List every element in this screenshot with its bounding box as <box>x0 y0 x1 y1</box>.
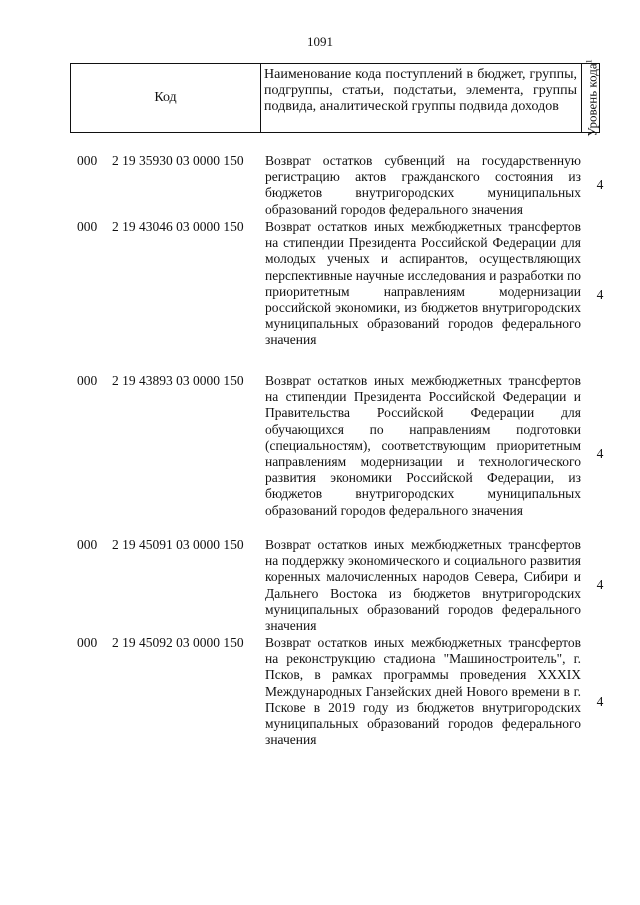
row-admin-code: 000 <box>77 373 98 388</box>
row-admin-code: 000 <box>77 153 98 168</box>
row-admin-code: 000 <box>77 219 98 234</box>
row-revenue-code: 2 19 35930 03 0000 150 <box>112 153 244 168</box>
row-name: Возврат остатков субвенций на государственную регистрацию актов гражданского состояния из бюджетов внутригородских муниципальных образований городов федерального значения <box>265 153 581 217</box>
row-name: Возврат остатков иных межбюджетных трансфертов на стипендии Президента Российской Федерации для молодых ученых и аспирантов, осуществляющих перспективные научные исследования и разработки по приоритетным направлениям модернизации российской экономики, из бюджетов внутригородских муниципальных образований городов федерального значения <box>265 219 581 348</box>
header-level-text: Уровень кода <box>584 63 600 137</box>
row-level: 4 <box>596 694 604 709</box>
row-revenue-code: 2 19 45092 03 0000 150 <box>112 635 244 650</box>
row-level: 4 <box>596 446 604 461</box>
header-name: Наименование кода поступлений в бюджет, группы, подгруппы, статьи, подстатьи, элемента, группы подвида, аналитической группы подвида доходов <box>264 67 577 114</box>
row-name: Возврат остатков иных межбюджетных трансфертов на реконструкцию стадиона "Машиностроитель", г. Псков, в рамках программы проведения XXXIX Международных Ганзейских дней Нового времени в г. Пскове в 2019 году из бюджетов внутригородских муниципальных образований городов федерального значения <box>265 635 581 748</box>
header-level <box>582 59 599 136</box>
row-admin-code: 000 <box>77 635 98 650</box>
header-level-footnote: 1 <box>584 59 594 64</box>
table-header <box>70 59 600 137</box>
row-level: 4 <box>596 577 604 592</box>
row-name: Возврат остатков иных межбюджетных трансфертов на поддержку экономического и социального развития коренных малочисленных народов Севера, Сибири и Дальнего Востока из бюджетов внутригородских муниципальных образований городов федерального значения <box>265 537 581 634</box>
header-code: Код <box>71 64 261 132</box>
row-revenue-code: 2 19 45091 03 0000 150 <box>112 537 244 552</box>
row-revenue-code: 2 19 43893 03 0000 150 <box>112 373 244 388</box>
row-name: Возврат остатков иных межбюджетных трансфертов на стипендии Президента Российской Федерации и Правительства Российской Федерации для обучающихся по направлениям подготовки (специальностям), соответствующим приоритетным направлениям модернизации и технологического развития экономики Российской Федерации, из бюджетов внутригородских муниципальных образований городов федерального значения <box>265 373 581 518</box>
header-level-cell <box>581 59 600 137</box>
row-admin-code: 000 <box>77 537 98 552</box>
row-level: 4 <box>596 177 604 192</box>
page-number: 1091 <box>307 34 333 49</box>
row-level: 4 <box>596 287 604 302</box>
row-revenue-code: 2 19 43046 03 0000 150 <box>112 219 244 234</box>
